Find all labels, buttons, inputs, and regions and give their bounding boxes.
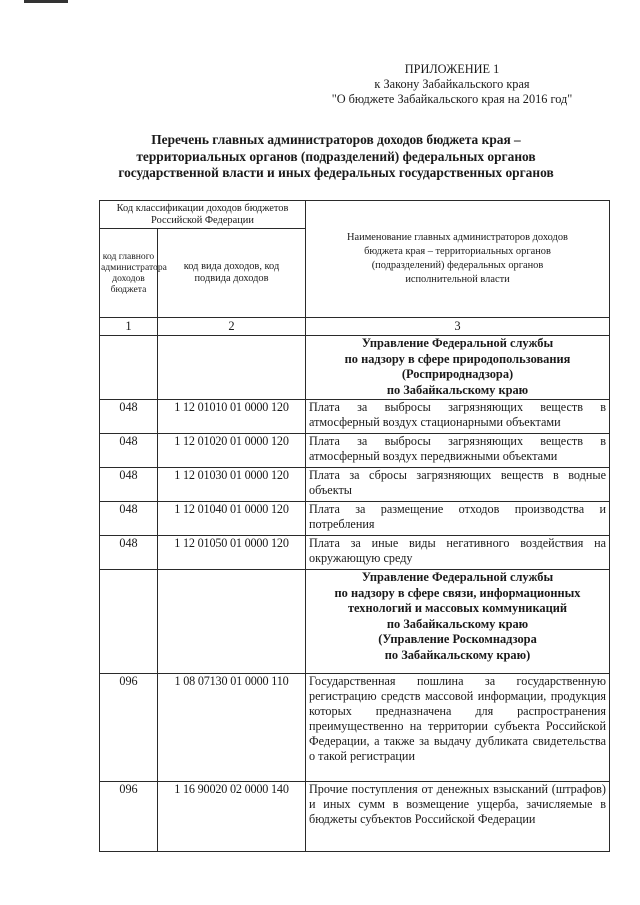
admin-code: 096 (100, 674, 158, 782)
column-number: 2 (158, 318, 306, 336)
column-number: 1 (100, 318, 158, 336)
admin-code: 048 (100, 468, 158, 502)
name-header: Наименование главных администраторов доходов бюджета края – территориальных органов (подразделений) федеральных органов исполнительной власти (306, 201, 610, 318)
scan-mark (24, 0, 68, 3)
table-row (100, 536, 610, 570)
section-row-rosprirodnadzor (100, 336, 610, 400)
income-code: 1 12 01050 01 0000 120 (158, 536, 306, 570)
income-name: Плата за сбросы загрязняющих веществ в водные объекты (306, 468, 610, 502)
income-name: Государственная пошлина за государственную регистрацию средств массовой информации, продукция которых предназначена для распространения преимущественно на территории субъекта Российской Федерации, а также за выдачу дубликата свидетельства о такой регистрации (306, 674, 610, 782)
classification-header: Код классификации доходов бюджетов Российской Федерации (100, 201, 306, 229)
income-name: Плата за размещение отходов производства и потребления (306, 502, 610, 536)
table-row (100, 434, 610, 468)
income-name: Плата за иные виды негативного воздействия на окружающую среду (306, 536, 610, 570)
income-code: 1 12 01040 01 0000 120 (158, 502, 306, 536)
appendix-header (317, 62, 587, 107)
income-code: 1 16 90020 02 0000 140 (158, 782, 306, 852)
title-line-1: Перечень главных администраторов доходов бюджета края – (151, 132, 521, 147)
admin-code: 048 (100, 536, 158, 570)
income-code: 1 12 01030 01 0000 120 (158, 468, 306, 502)
column-number-row (100, 318, 610, 336)
column-number: 3 (306, 318, 610, 336)
income-code-header: код вида доходов, код подвида доходов (158, 229, 306, 318)
admin-code: 048 (100, 434, 158, 468)
income-name: Плата за выбросы загрязняющих веществ в атмосферный воздух передвижными объектами (306, 434, 610, 468)
admin-code: 048 (100, 502, 158, 536)
income-name: Плата за выбросы загрязняющих веществ в атмосферный воздух стационарными объектами (306, 400, 610, 434)
admin-code: 048 (100, 400, 158, 434)
income-code: 1 08 07130 01 0000 110 (158, 674, 306, 782)
income-code: 1 12 01010 01 0000 120 (158, 400, 306, 434)
section-title: Управление Федеральной службы по надзору в сфере связи, информационных технологий и массовых коммуникаций по Забайкальскому краю (Управление Роскомнадзора по Забайкальскому краю) (306, 570, 610, 674)
table-row (100, 468, 610, 502)
title-line-3: государственной власти и иных федеральных государственных органов (118, 165, 554, 180)
income-name: Прочие поступления от денежных взысканий (штрафов) и иных сумм в возмещение ущерба, зачисляемые в бюджеты субъектов Российской Федерации (306, 782, 610, 852)
table-row (100, 674, 610, 782)
appendix-law: к Закону Забайкальского края (374, 77, 530, 91)
title-line-2: территориальных органов (подразделений) федеральных органов (136, 148, 536, 164)
document-title (100, 132, 572, 182)
table-row (100, 782, 610, 852)
table-row (100, 400, 610, 434)
table-row (100, 502, 610, 536)
appendix-number: ПРИЛОЖЕНИЕ 1 (404, 62, 500, 76)
administrators-table (99, 200, 610, 852)
section-title: Управление Федеральной службы по надзору в сфере природопользования (Росприроднадзора) по Забайкальскому краю (306, 336, 610, 400)
section-row-roskomnadzor (100, 570, 610, 674)
income-code: 1 12 01020 01 0000 120 (158, 434, 306, 468)
admin-code: 096 (100, 782, 158, 852)
admin-code-header: код главного администратора доходов бюджета (100, 229, 158, 318)
appendix-law-title: "О бюджете Забайкальского края на 2016 год" (331, 92, 573, 106)
